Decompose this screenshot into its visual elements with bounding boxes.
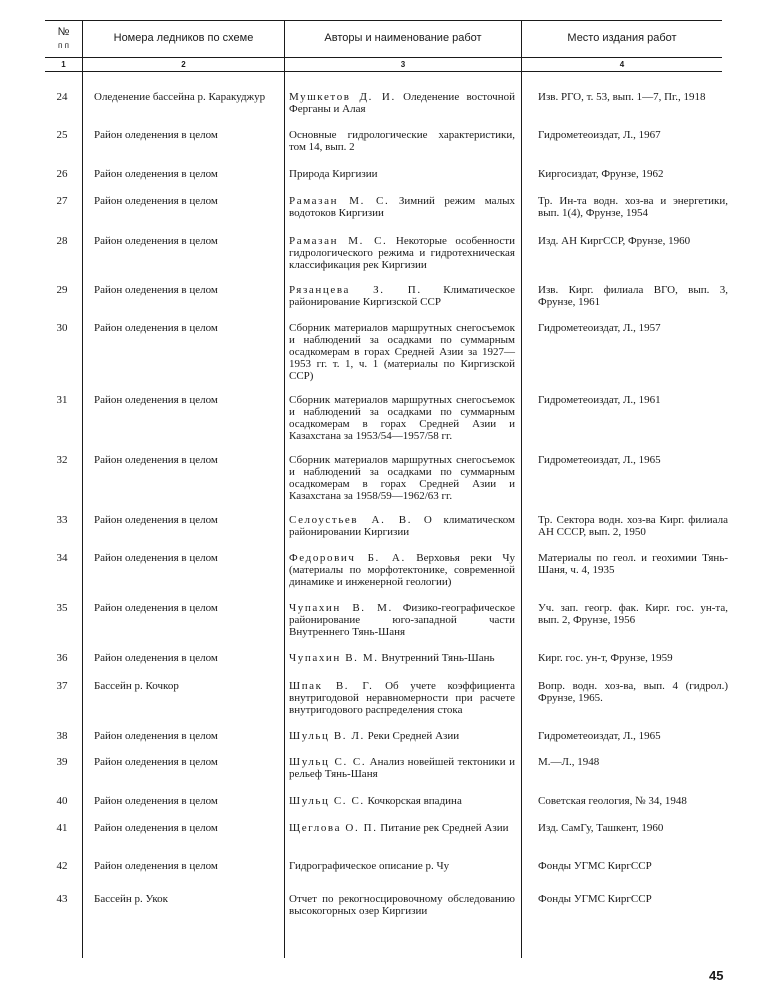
row-number: 32	[56, 454, 68, 466]
row-number: 36	[56, 652, 68, 664]
work-title: Питание рек Средней Азии	[377, 822, 509, 834]
work-title: О климатическом районировании Киргизии	[289, 514, 516, 538]
glacier-cell: Район оледенения в целом	[94, 652, 218, 664]
glacier-cell: Район оледенения в целом	[94, 514, 218, 526]
publication-place-cell: Фонды УГМС КиргССР	[538, 860, 652, 872]
glacier-cell: Оледенение бассейна р. Каракуджур	[94, 91, 266, 103]
glacier-cell: Район оледенения в целом	[94, 730, 218, 742]
glacier-cell: Район оледенения в целом	[94, 394, 218, 406]
author-name: Шульц С. С.	[289, 795, 365, 807]
publication-place-cell: Тр. Сектора водн. хоз-ва Кирг. филиала АН СССР, вып. 2, 1950	[538, 514, 728, 538]
glacier-cell: Район оледенения в целом	[94, 129, 218, 141]
work-title: Климатическое районирование Киргизской ССР	[289, 284, 516, 308]
row-number: 39	[56, 756, 68, 768]
row-number: 29	[56, 284, 68, 296]
work-title: Некоторые особенности гидрологического режима и гидротехническая классификация рек Киргизии	[289, 235, 515, 271]
author-name: Шульц В. Л.	[289, 730, 365, 742]
row-number: 42	[56, 860, 68, 872]
colnum-bottom-rule	[45, 71, 722, 72]
author-work-cell	[289, 168, 515, 180]
table-top-rule	[45, 20, 722, 21]
column-divider-2	[284, 20, 285, 958]
glacier-cell: Район оледенения в целом	[94, 795, 218, 807]
column-divider-3	[521, 20, 522, 958]
author-name: Рамазан М. С.	[289, 235, 388, 247]
author-work-cell	[289, 680, 515, 716]
author-name: Селоустьев А. В.	[289, 514, 413, 526]
author-work-cell	[289, 514, 515, 538]
author-name: Щеглова О. П.	[289, 822, 378, 834]
glacier-cell: Район оледенения в целом	[94, 195, 218, 207]
author-name: Рамазан М. С.	[289, 195, 390, 207]
work-title: Основные гидрологические характеристики, том 14, вып. 2	[289, 129, 515, 153]
publication-place-cell: Советская геология, № 34, 1948	[538, 795, 687, 807]
glacier-cell: Район оледенения в целом	[94, 454, 218, 466]
row-number: 30	[56, 322, 68, 334]
row-number: 25	[56, 129, 68, 141]
work-title: Сборник материалов маршрутных снегосъемок и наблюдений за осадками по суммарным осадкомерам в горах Средней Азии и Казахстана за 1958/59—1962/63 гг.	[289, 454, 515, 502]
row-number: 31	[56, 394, 68, 406]
work-title: Физико-географическое районирование юго-западной части Внутреннего Тянь-Шаня	[289, 602, 515, 638]
row-number: 34	[56, 552, 68, 564]
publication-place-cell: Материалы по геол. и геохимии Тянь-Шаня, ч. 4, 1935	[538, 552, 728, 576]
author-work-cell	[289, 235, 515, 271]
column-number: 3	[400, 60, 406, 69]
page-number: 45	[709, 968, 724, 983]
work-title: Анализ новейшей тектоники и рельеф Тянь-Шаня	[289, 756, 515, 780]
column-number: 1	[61, 60, 66, 69]
publication-place-cell: М.—Л., 1948	[538, 756, 600, 768]
author-work-cell	[289, 730, 515, 742]
author-name: Шульц С. С.	[289, 756, 367, 768]
author-work-cell	[289, 822, 515, 834]
author-work-cell	[289, 322, 515, 382]
work-title: Сборник материалов маршрутных снегосъемок и наблюдений за осадками по суммарным осадкомерам в горах Средней Азии и Казахстана за 1953/54—1957/58 гг.	[289, 394, 515, 442]
work-title: Природа Киргизии	[289, 168, 378, 180]
column-number: 2	[181, 60, 186, 69]
author-work-cell	[289, 652, 515, 664]
author-work-cell	[289, 195, 515, 219]
row-number: 40	[56, 795, 68, 807]
author-name: Чупахин В. М.	[289, 652, 379, 664]
publication-place-cell: Киргосиздат, Фрунзе, 1962	[538, 168, 664, 180]
author-work-cell	[289, 129, 515, 153]
author-name: Рязанцева З. П.	[289, 284, 422, 296]
publication-place-cell: Изд. СамГу, Ташкент, 1960	[538, 822, 664, 834]
column-number: 4	[619, 60, 625, 69]
author-work-cell	[289, 795, 515, 807]
author-work-cell	[289, 284, 515, 308]
author-work-cell	[289, 893, 515, 917]
work-title: Сборник материалов маршрутных снегосъемок и наблюдений за осадками по суммарным осадкомерам в горах Средней Азии за 1927—1953 гг. т. 1, ч. 1 (материалы по Киргизской ССР)	[289, 322, 515, 382]
author-work-cell	[289, 552, 515, 588]
row-number: 37	[56, 680, 68, 692]
publication-place-cell: Уч. зап. геогр. фак. Кирг. гос. ун-та, вып. 2, Фрунзе, 1956	[538, 602, 728, 626]
author-work-cell	[289, 454, 515, 502]
author-name: Шпак В. Г.	[289, 680, 374, 692]
work-title: Оледенение восточной Ферганы и Алая	[289, 91, 515, 115]
work-title: Кочкорская впадина	[364, 795, 462, 807]
header-col-number-line1: №	[57, 26, 70, 38]
work-title: Верховья реки Чу (материалы по морфотектонике, современной динамике и инженерной геологии)	[289, 552, 515, 588]
row-number: 35	[56, 602, 68, 614]
publication-place-cell: Гидрометеоиздат, Л., 1961	[538, 394, 661, 406]
glacier-cell: Район оледенения в целом	[94, 552, 218, 564]
glacier-cell: Район оледенения в целом	[94, 822, 218, 834]
row-number: 27	[56, 195, 68, 207]
author-work-cell	[289, 394, 515, 442]
row-number: 43	[56, 893, 68, 905]
work-title: Зимний режим малых водотоков Киргизии	[289, 195, 515, 219]
author-name: Федорович Б. А.	[289, 552, 406, 564]
work-title: Реки Средней Азии	[364, 730, 460, 742]
glacier-cell: Район оледенения в целом	[94, 322, 218, 334]
work-title: Об учете коэффициента внутригодовой неравномерности при расчете внутригодового распределения стока	[289, 680, 515, 716]
header-col-number-line2: п п	[58, 41, 69, 50]
publication-place-cell: Гидрометеоиздат, Л., 1967	[538, 129, 661, 141]
row-number: 24	[56, 91, 68, 103]
author-work-cell	[289, 860, 515, 872]
glacier-cell: Бассейн р. Кочкор	[94, 680, 179, 692]
author-work-cell	[289, 91, 515, 115]
publication-place-cell: Гидрометеоиздат, Л., 1957	[538, 322, 661, 334]
publication-place-cell: Кирг. гос. ун-т, Фрунзе, 1959	[538, 652, 673, 664]
row-number: 38	[56, 730, 68, 742]
column-divider-1	[82, 20, 83, 958]
row-number: 26	[56, 168, 68, 180]
author-name: Чупахин В. М.	[289, 602, 393, 614]
author-name: Мушкетов Д. И.	[289, 91, 396, 103]
header-col-number	[45, 26, 82, 52]
work-title: Отчет по рекогносцировочному обследованию высокогорных озер Киргизии	[289, 893, 515, 917]
publication-place-cell: Фонды УГМС КиргССР	[538, 893, 652, 905]
glacier-cell: Район оледенения в целом	[94, 284, 218, 296]
publication-place-cell: Изд. АН КиргССР, Фрунзе, 1960	[538, 235, 691, 247]
author-work-cell	[289, 756, 515, 780]
publication-place-cell: Гидрометеоиздат, Л., 1965	[538, 730, 661, 742]
publication-place-cell: Вопр. водн. хоз-ва, вып. 4 (гидрол.) Фрунзе, 1965.	[538, 680, 728, 704]
glacier-cell: Район оледенения в целом	[94, 235, 218, 247]
glacier-cell: Район оледенения в целом	[94, 602, 218, 614]
header-bottom-rule	[45, 57, 722, 58]
header-col-place: Место издания работ	[567, 32, 677, 44]
publication-place-cell: Изв. РГО, т. 53, вып. 1—7, Пг., 1918	[538, 91, 706, 103]
row-number: 41	[56, 822, 68, 834]
header-col-glaciers: Номера ледников по схеме	[113, 32, 254, 44]
publication-place-cell: Изв. Кирг. филиала ВГО, вып. 3, Фрунзе, 1961	[538, 284, 728, 308]
publication-place-cell: Тр. Ин-та водн. хоз-ва и энергетики, вып. 1(4), Фрунзе, 1954	[538, 195, 728, 219]
glacier-cell: Район оледенения в целом	[94, 860, 218, 872]
work-title: Гидрографическое описание р. Чу	[289, 860, 450, 872]
glacier-cell: Район оледенения в целом	[94, 168, 218, 180]
header-col-authors: Авторы и наименование работ	[324, 32, 482, 44]
glacier-cell: Бассейн р. Укок	[94, 893, 168, 905]
publication-place-cell: Гидрометеоиздат, Л., 1965	[538, 454, 661, 466]
row-number: 28	[56, 235, 68, 247]
work-title: Внутренний Тянь-Шань	[378, 652, 495, 664]
row-number: 33	[56, 514, 68, 526]
glacier-cell: Район оледенения в целом	[94, 756, 218, 768]
author-work-cell	[289, 602, 515, 638]
